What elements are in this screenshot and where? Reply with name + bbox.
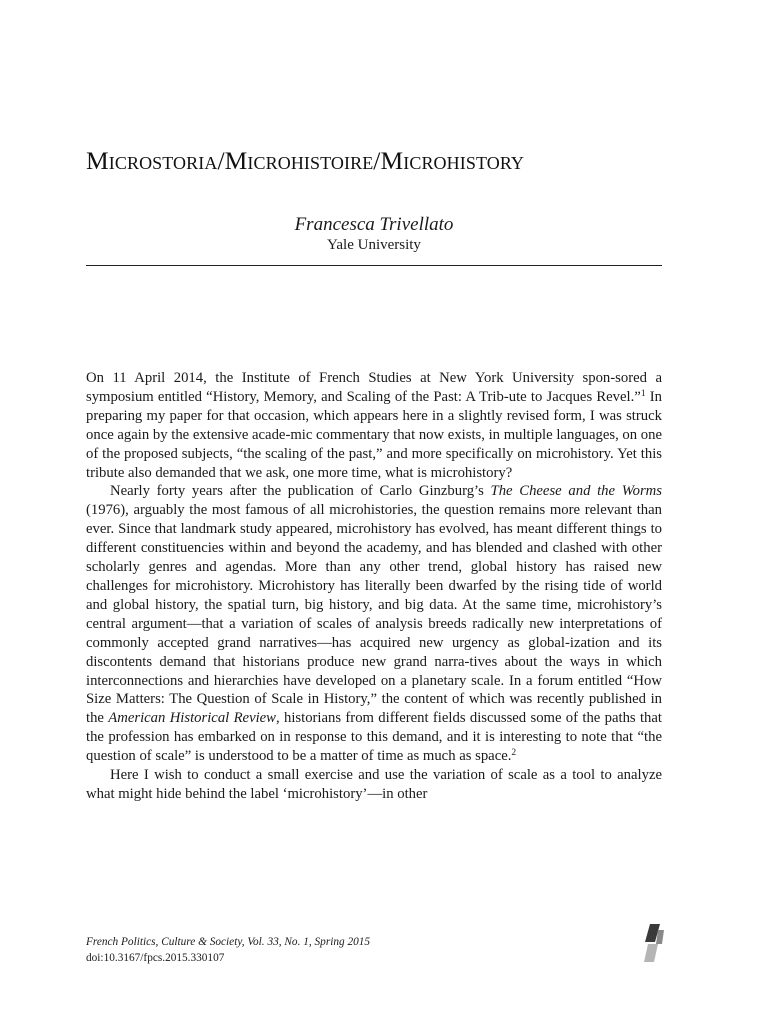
journal-citation [86, 934, 566, 966]
p1-text-a: On 11 April 2014, the Institute of French Studies at New York University spon-sored a symposium entitled “History, Memory, and Scaling of the Past: A Trib-ute to Jacques Revel.” [86, 370, 662, 405]
title-divider [86, 265, 662, 266]
p1-text-b: In preparing my paper for that occasion, which appears here in a slightly revised form, I was struck once again by the extensive acade-mic commentary that now exists, in multiple languages, on one of the proposed subjects, “the scaling of the past,” and more specifically on microhistory. Yet this tribute also demanded that we ask, one more time, what is microhistory? [86, 388, 662, 481]
author-affiliation: Yale University [327, 237, 421, 253]
publisher-logo-icon [644, 924, 664, 964]
footnote-ref-1[interactable]: 1 [640, 388, 646, 399]
footnote-ref-2[interactable]: 2 [511, 748, 517, 759]
doi-line[interactable]: doi:10.3167/fpcs.2015.330107 [86, 952, 225, 964]
paragraph-2 [86, 482, 662, 766]
journal-title: American Historical Review [108, 710, 276, 727]
paragraph-1 [86, 369, 662, 482]
book-title: The Cheese and the Worms [490, 483, 663, 500]
article-page [86, 0, 662, 1024]
logo-mark-bottom [644, 944, 658, 962]
article-title: Microstoria/Microhistoire/Microhistory [86, 146, 525, 175]
p3-text-a: Here I wish to conduct a small exercise and use the variation of scale as a tool to analyze what might hide behind the label ‘microhistory’—in other [86, 767, 662, 802]
paragraph-3 [86, 766, 662, 804]
p2-text-c: , historians from different fields discussed some of the paths that the profession has embarked on in response to this demand, and it is interesting to note that “the question of scale” is understood to be a matter of time as much as space. [86, 710, 662, 765]
author-name: Francesca Trivellato [294, 214, 454, 235]
journal-line: French Politics, Culture & Society, Vol. 33, No. 1, Spring 2015 [86, 936, 371, 948]
p2-text-a: Nearly forty years after the publication of Carlo Ginzburg’s [110, 483, 491, 500]
article-body [86, 369, 662, 804]
p2-text-b: (1976), arguably the most famous of all microhistories, the question remains more relevant than ever. Since that landmark study appeared, microhistory has evolved, has meant different things to different constituencies within and beyond the academy, and has blended and clashed with other scholarly genres and agendas. More than any other trend, global history has raised new challenges for microhistory. Microhistory has literally been dwarfed by the rising tide of world and global history, the spatial turn, big history, and big data. At the same time, microhistory’s central argument—that a variation of scales of analysis breeds radically new interpretations of commonly accepted grand narratives—has acquired new urgency as global-ization and its discontents demand that historians produce new grand narra-tives about the ways in which interconnections and hierarchies have developed on a planetary scale. In a forum entitled “How Size Matters: The Question of Scale in History,” the content of which was recently published in the [86, 502, 662, 727]
